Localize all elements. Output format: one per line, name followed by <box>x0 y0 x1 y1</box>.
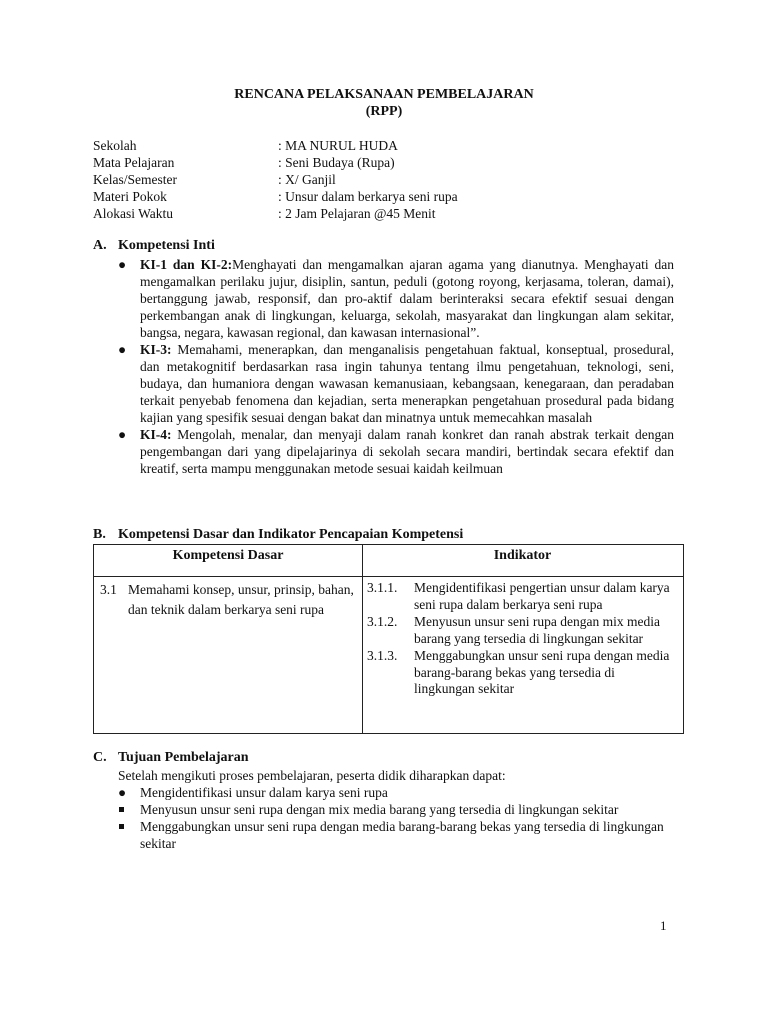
ki-key: KI-1 dan KI-2: <box>140 257 233 272</box>
info-row-sekolah <box>93 137 458 154</box>
info-value: : MA NURUL HUDA <box>278 138 398 153</box>
info-value: : Seni Budaya (Rupa) <box>278 155 395 170</box>
identity-block <box>93 137 458 222</box>
ki-text: Memahami, menerapkan, dan menganalisis pengetahuan faktual, konseptual, prosedural, dan metakognitif berdasarkan rasa ingin tahunya tentang ilmu pengetahuan, teknologi, seni, budaya, dan humaniora dengan wawasan kemanusiaan, kebangsaan, kenegaraan, dan peradaban terkait penyebab fenomena dan kejadian, serta menerapkan pengetahuan prosedural pada bidang kajian yang spesifik sesuai dengan bakat dan minatnya untuk memecahkan masalah <box>140 342 674 425</box>
table-header-indikator: Indikator <box>493 548 552 563</box>
section-title: Kompetensi Inti <box>118 238 215 253</box>
page-number: 1 <box>660 918 667 933</box>
list-item-ki-4 <box>118 426 674 477</box>
info-row-kelas-semester <box>93 171 458 188</box>
tujuan-text: Menyusun unsur seni rupa dengan mix media barang yang tersedia di lingkungan sekitar <box>140 802 619 817</box>
indicator-item <box>367 580 679 613</box>
section-b-heading <box>93 527 463 543</box>
ki-key: KI-4: <box>140 427 172 442</box>
competency-table <box>93 544 684 734</box>
section-letter: A. <box>93 238 107 253</box>
section-a-heading <box>93 238 215 254</box>
indicator-number: 3.1.3. <box>367 648 398 663</box>
table-cell-indikator <box>367 580 679 699</box>
section-letter: C. <box>93 750 107 765</box>
bullet-icon: ● <box>118 257 127 272</box>
info-label: Alokasi Waktu <box>93 206 174 221</box>
list-item-ki-3 <box>118 341 674 426</box>
tujuan-text: Mengidentifikasi unsur dalam karya seni rupa <box>140 785 388 800</box>
info-label: Kelas/Semester <box>93 172 177 187</box>
indicator-text: Menggabungkan unsur seni rupa dengan media barang-barang bekas yang tersedia di lingkungan sekitar <box>414 648 670 696</box>
info-label: Sekolah <box>93 138 137 153</box>
kd-number: 3.1 <box>100 582 117 597</box>
info-row-materi-pokok <box>93 188 458 205</box>
section-title: Tujuan Pembelajaran <box>118 750 249 765</box>
ki-text: Menghayati dan mengamalkan ajaran agama yang dianutnya. Menghayati dan mengamalkan perilaku jujur, disiplin, santun, peduli (gotong royong, kerjasama, toleran, damai), bertanggung jawab, responsif, dan pro-aktif dalam berinteraksi secara efektif sesuai dengan perkembangan anak di lingkungan, keluarga, sekolah, masyarakat dan lingkungan alam sekitar, bangsa, negara, kawasan regional, dan kawasan internasional”. <box>140 257 675 340</box>
indicator-text: Menyusun unsur seni rupa dengan mix media barang yang tersedia di lingkungan sekitar <box>414 614 660 646</box>
bullet-icon: ● <box>118 427 127 442</box>
info-value: : Unsur dalam berkarya seni rupa <box>278 189 458 204</box>
table-header-kompetensi-dasar: Kompetensi Dasar <box>172 548 284 563</box>
tujuan-text: Menggabungkan unsur seni rupa dengan media barang-barang bekas yang tersedia di lingkungan sekitar <box>140 819 664 851</box>
info-row-mata-pelajaran <box>93 154 458 171</box>
tujuan-list <box>118 784 674 852</box>
ki-key: KI-3: <box>140 342 172 357</box>
section-letter: B. <box>93 527 106 542</box>
kd-text: Memahami konsep, unsur, prinsip, bahan, dan teknik dalam berkarya seni rupa <box>128 582 354 617</box>
list-item <box>118 818 674 852</box>
indicator-item <box>367 648 679 698</box>
section-c-heading <box>93 750 249 766</box>
indicator-number: 3.1.1. <box>367 580 398 595</box>
document-title: RENCANA PELAKSANAAN PEMBELAJARAN <box>234 87 534 102</box>
list-item-ki-1-2 <box>118 256 674 341</box>
list-item <box>118 784 674 801</box>
ki-text: Mengolah, menalar, dan menyaji dalam ranah konkret dan ranah abstrak terkait dengan pengembangan dari yang dipelajarinya di sekolah secara mandiri, bertindak secara efektif dan kreatif, serta mampu menggunakan metode sesuai kaidah keilmuan <box>140 427 674 476</box>
square-bullet-icon <box>119 807 124 812</box>
indicator-number: 3.1.2. <box>367 614 398 629</box>
bullet-icon: ● <box>118 342 127 357</box>
bullet-icon: ● <box>118 785 127 800</box>
square-bullet-icon <box>119 824 124 829</box>
indicator-item <box>367 614 679 647</box>
kompetensi-inti-list <box>118 256 674 477</box>
table-row-divider <box>94 576 683 577</box>
info-value: : X/ Ganjil <box>278 172 336 187</box>
table-cell-kompetensi-dasar <box>100 580 358 620</box>
info-value: : 2 Jam Pelajaran @45 Menit <box>278 206 436 221</box>
list-item <box>118 801 674 818</box>
tujuan-intro: Setelah mengikuti proses pembelajaran, peserta didik diharapkan dapat: <box>118 768 506 783</box>
info-label: Materi Pokok <box>93 189 167 204</box>
section-title: Kompetensi Dasar dan Indikator Pencapaian Kompetensi <box>118 527 464 542</box>
indicator-text: Mengidentifikasi pengertian unsur dalam karya seni rupa dalam berkarya seni rupa <box>414 580 670 612</box>
info-row-alokasi-waktu <box>93 205 458 222</box>
info-label: Mata Pelajaran <box>93 155 175 170</box>
document-subtitle: (RPP) <box>365 104 403 119</box>
